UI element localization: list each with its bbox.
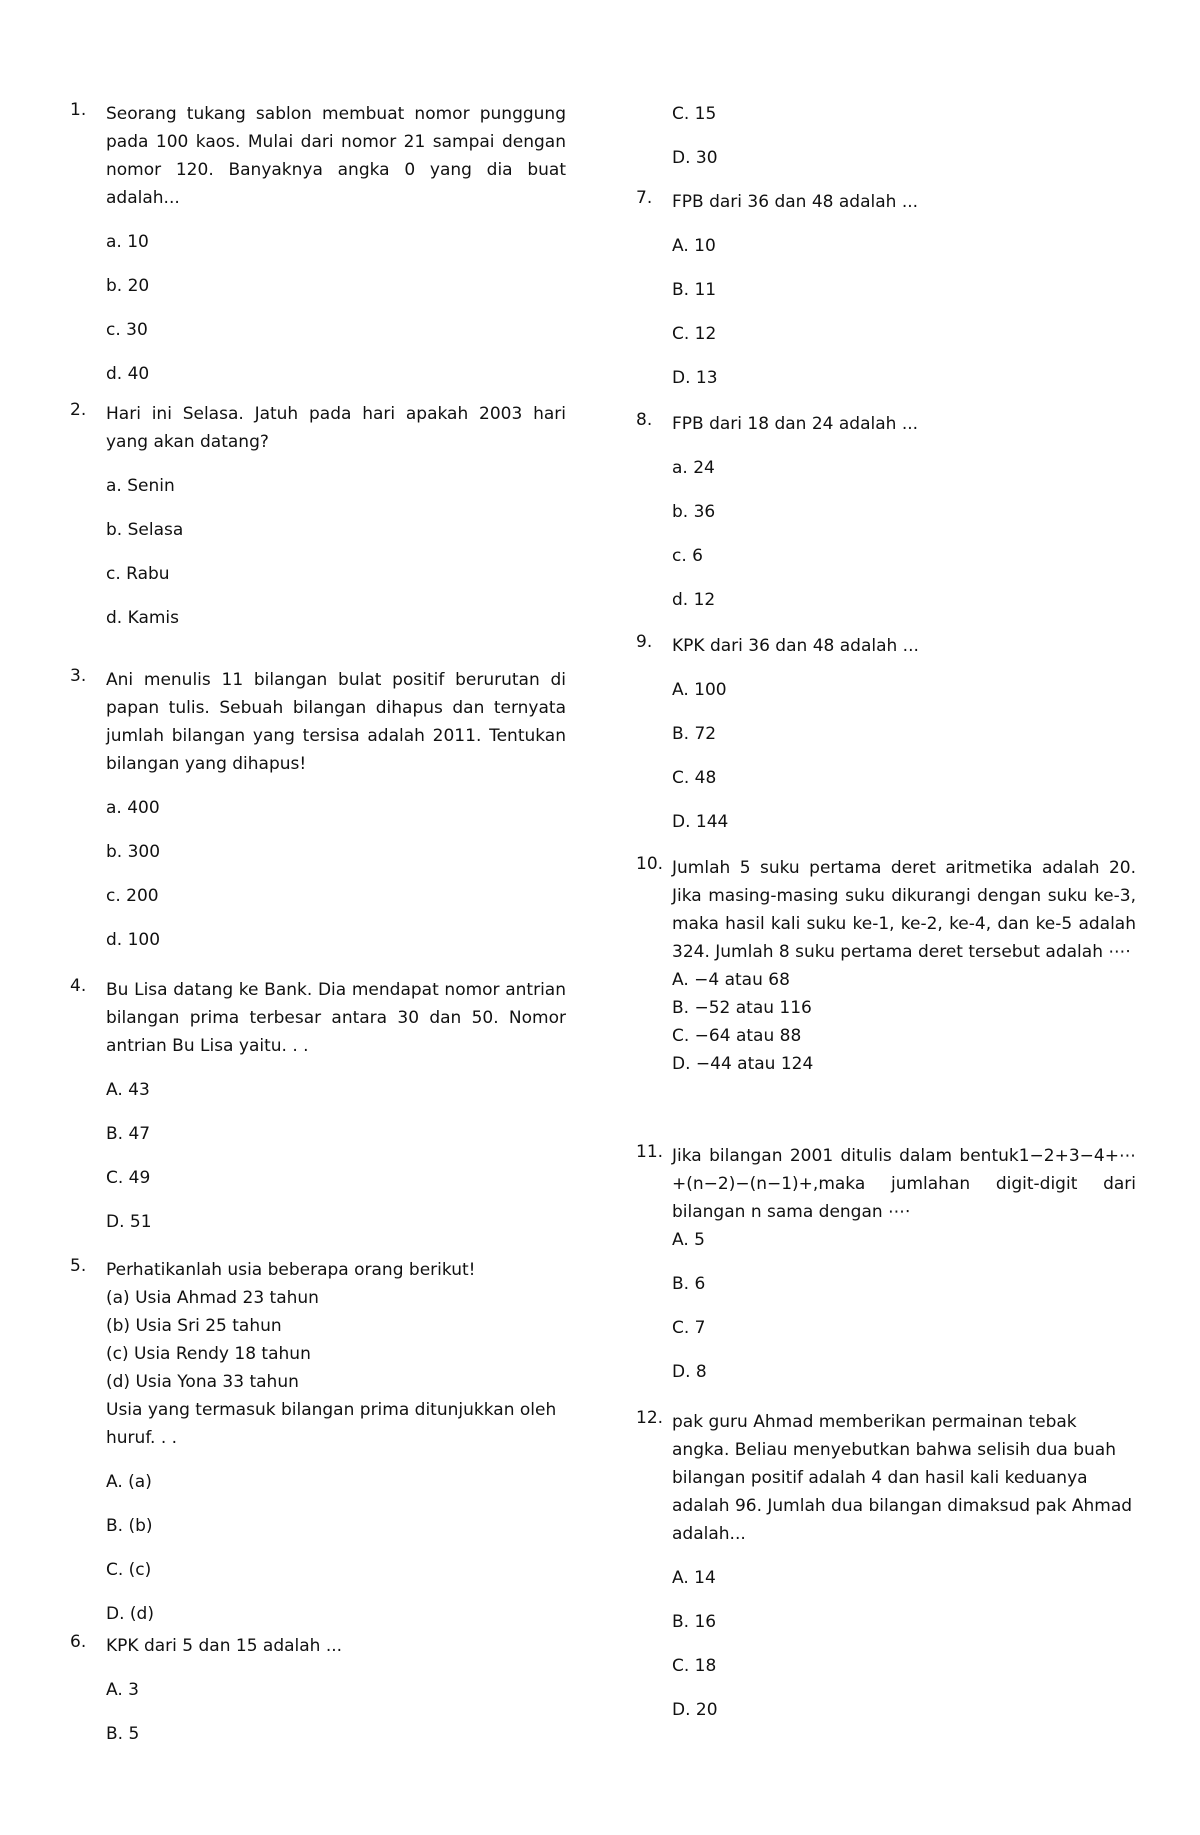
option-b: B. 72 [672,724,717,744]
option-c: C. 7 [672,1318,706,1338]
option-d: D. 51 [106,1212,152,1232]
option-d: D. 8 [672,1362,707,1382]
option-c: c. 6 [672,546,703,566]
question-stem: pak guru Ahmad memberikan permainan tebak angka. Beliau menyebutkan bahwa selisih dua buah bilangan positif adalah 4 dan hasil kali keduanya adalah 96. Jumlah dua bilangan dimaksud pak Ahmad adalah... [672,1412,1133,1544]
question-number: 10. [636,854,664,874]
question-stem: Seorang tukang sablon membuat nomor punggung pada 100 kaos. Mulai dari nomor 21 sampai dengan nomor 120. Banyaknya angka 0 yang dia buat adalah... [106,104,566,208]
option-d: D. 20 [672,1700,718,1720]
question-stem: FPB dari 18 dan 24 adalah ... [672,414,919,434]
question-stem: Perhatikanlah usia beberapa orang berikut! [106,1260,476,1280]
option-b: B. 6 [672,1274,706,1294]
question-2 [70,400,566,632]
option-a: A. 5 [672,1230,705,1250]
question-prompt: Usia yang termasuk bilangan prima ditunjukkan oleh huruf. . . [106,1400,557,1448]
option-d: d. Kamis [106,608,180,628]
option-d: D. −44 atau 124 [672,1054,814,1074]
question-1 [70,100,566,388]
statement-a: (a) Usia Ahmad 23 tahun [106,1288,319,1308]
option-b: B. 16 [672,1612,717,1632]
option-a: A. −4 atau 68 [672,970,790,990]
option-b: b. 300 [106,842,161,862]
question-7 [636,188,1136,392]
question-10 [636,854,1136,1078]
question-5 [70,1256,566,1628]
question-12 [636,1408,1136,1724]
option-b: B. −52 atau 116 [672,998,812,1018]
option-d: D. 144 [672,812,729,832]
question-stem: Jumlah 5 suku pertama deret aritmetika adalah 20. Jika masing-masing suku dikurangi dengan suku ke-3, maka hasil kali suku ke-1, ke-2, ke-4, dan ke-5 adalah 324. Jumlah 8 suku pertama deret tersebut adalah ⋯⋅ [672,858,1136,962]
option-c: c. 200 [106,886,159,906]
option-c: c. Rabu [106,564,170,584]
option-b: b. 36 [672,502,716,522]
option-d: D. 30 [672,148,718,168]
option-d: d. 100 [106,930,161,950]
option-a: A. (a) [106,1472,152,1492]
option-b: B. 47 [106,1124,151,1144]
option-a: a. 24 [672,458,715,478]
statement-b: (b) Usia Sri 25 tahun [106,1316,282,1336]
option-d: d. 12 [672,590,716,610]
question-number: 1. [70,100,87,120]
option-a: a. Senin [106,476,175,496]
question-number: 11. [636,1142,664,1162]
option-c: C. 15 [672,104,717,124]
question-11 [636,1142,1136,1386]
question-stem: Bu Lisa datang ke Bank. Dia mendapat nomor antrian bilangan prima terbesar antara 30 dan 50. Nomor antrian Bu Lisa yaitu. . . [106,980,566,1056]
option-a: A. 43 [106,1080,150,1100]
option-a: A. 3 [106,1680,139,1700]
question-number: 2. [70,400,87,420]
question-4 [70,976,566,1236]
question-number: 8. [636,410,653,430]
option-c: C. −64 atau 88 [672,1026,802,1046]
statement-d: (d) Usia Yona 33 tahun [106,1372,299,1392]
question-stem: Hari ini Selasa. Jatuh pada hari apakah 2003 hari yang akan datang? [106,404,566,452]
option-b: b. 20 [106,276,150,296]
option-b: B. (b) [106,1516,153,1536]
option-b: b. Selasa [106,520,184,540]
option-b: B. 11 [672,280,717,300]
left-column [70,100,566,1744]
question-number: 7. [636,188,653,208]
option-c: C. 48 [672,768,717,788]
question-number: 6. [70,1632,87,1652]
option-a: A. 10 [672,236,716,256]
question-stem: Ani menulis 11 bilangan bulat positif berurutan di papan tulis. Sebuah bilangan dihapus dan ternyata jumlah bilangan yang tersisa adalah 2011. Tentukan bilangan yang dihapus! [106,670,566,774]
question-stem: FPB dari 36 dan 48 adalah ... [672,192,919,212]
statement-c: (c) Usia Rendy 18 tahun [106,1344,311,1364]
option-d: D. (d) [106,1604,154,1624]
option-a: a. 400 [106,798,160,818]
question-number: 3. [70,666,87,686]
option-a: A. 100 [672,680,727,700]
question-6-continued [636,100,1136,172]
option-c: c. 30 [106,320,148,340]
question-stem: KPK dari 5 dan 15 adalah ... [106,1636,343,1656]
question-number: 4. [70,976,87,996]
option-c: C. 12 [672,324,717,344]
option-c: C. (c) [106,1560,152,1580]
option-c: C. 18 [672,1656,717,1676]
question-number: 9. [636,632,653,652]
option-c: C. 49 [106,1168,151,1188]
question-3 [70,666,566,954]
option-b: B. 5 [106,1724,140,1744]
question-8 [636,410,1136,614]
option-a: A. 14 [672,1568,716,1588]
option-d: D. 13 [672,368,718,388]
question-stem: Jika bilangan 2001 ditulis dalam bentuk1−2+3−4+⋯+(n−2)−(n−1)+,maka jumlahan digit-digit dari bilangan n sama dengan ⋯⋅ [672,1146,1136,1222]
question-stem: KPK dari 36 dan 48 adalah ... [672,636,919,656]
option-d: d. 40 [106,364,150,384]
question-number: 12. [636,1408,664,1428]
question-6 [70,1632,566,1748]
question-9 [636,632,1136,836]
option-a: a. 10 [106,232,149,252]
question-number: 5. [70,1256,87,1276]
